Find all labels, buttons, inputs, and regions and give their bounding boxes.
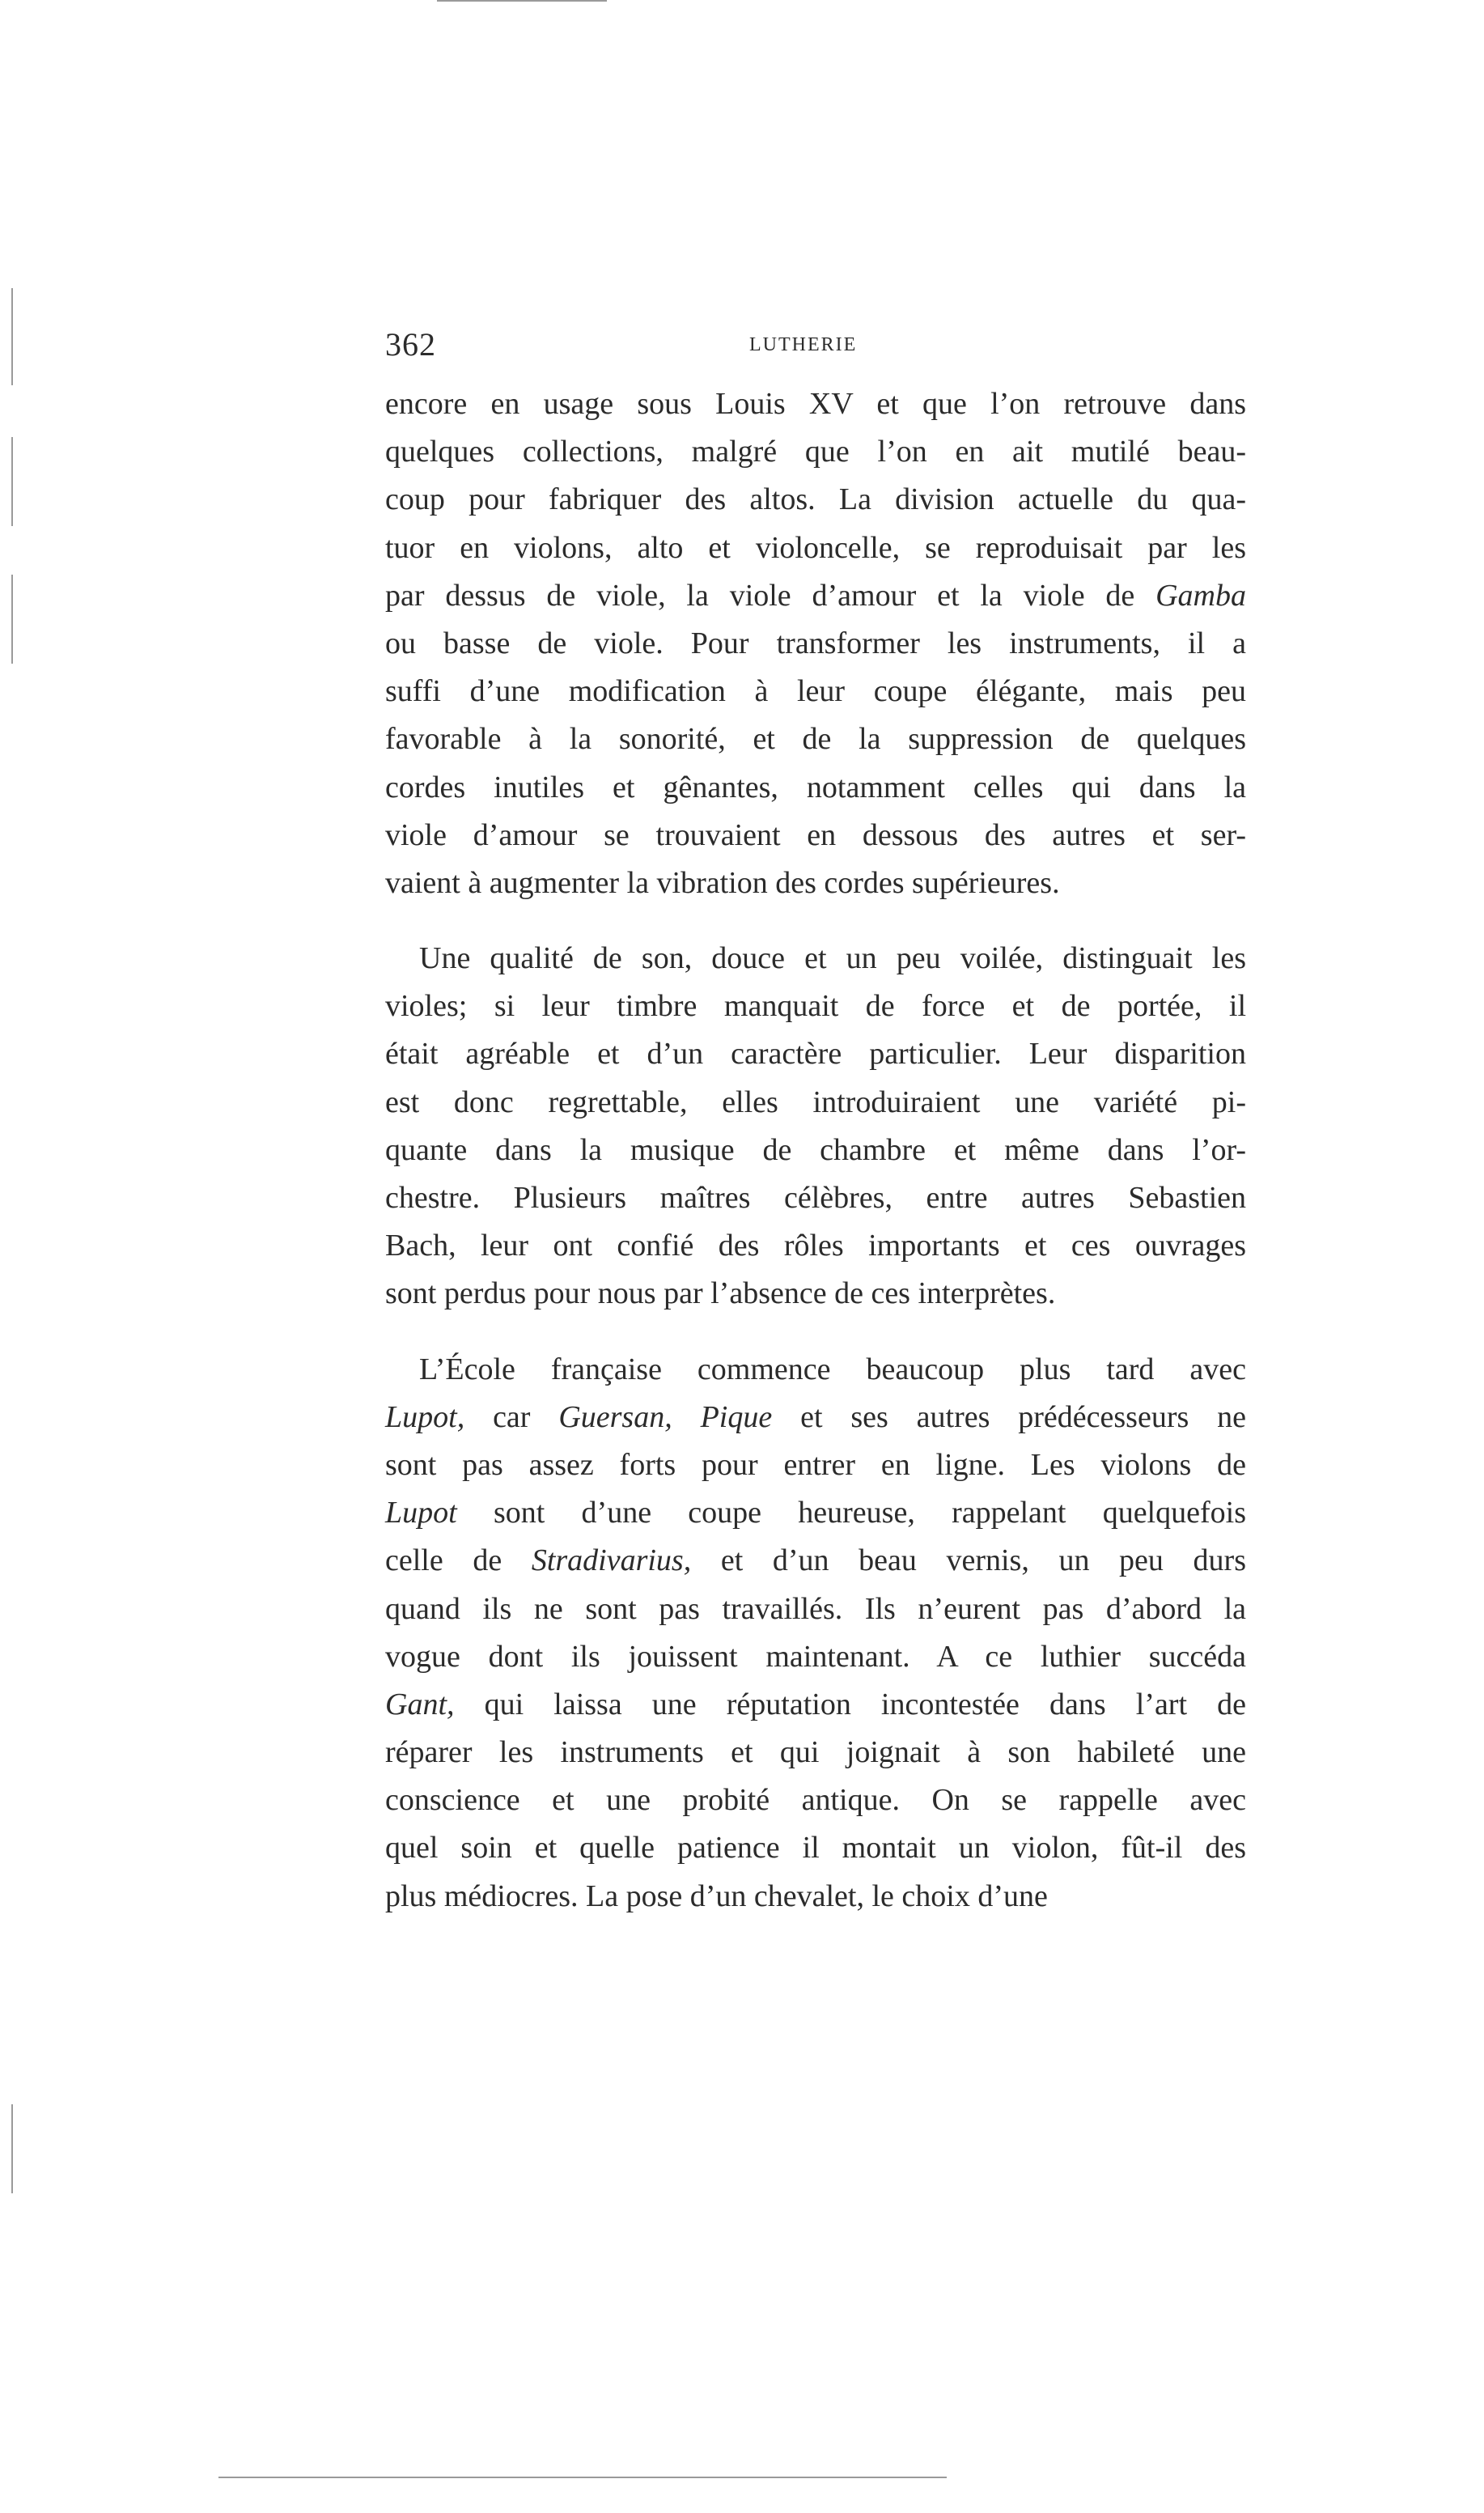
text-line (385, 1270, 1246, 1318)
page-number: 362 (385, 326, 436, 363)
text-run: conscience et une probité antique. On se rappelle avec (385, 1783, 1246, 1818)
text-run: sont d’une coupe heureuse, rappelant quelquefois (456, 1496, 1246, 1530)
text-line (385, 476, 1246, 524)
text-run: vaient à augmenter la vibration des cordes supérieures. (385, 865, 1060, 900)
scan-artifact (218, 2477, 947, 2478)
text-line (385, 1681, 1246, 1729)
text-run: Bach, leur ont confié des rôles importants et ces ouvrages (385, 1229, 1246, 1263)
text-line (385, 935, 1246, 983)
text-line (385, 1489, 1246, 1537)
text-line (385, 1030, 1246, 1078)
text-run: et ses autres prédécesseurs ne (772, 1399, 1247, 1434)
text-run: quand ils ne sont pas travaillés. Ils n’eurent pas d’abord la (385, 1591, 1246, 1626)
italic-name: Gamba (1155, 578, 1246, 613)
scan-artifact (11, 288, 13, 385)
text-line (385, 620, 1246, 668)
text-run: Une qualité de son, douce et un peu voilée, distinguait les (419, 941, 1246, 976)
text-run: chestre. Plusieurs maîtres célèbres, entre autres Sebastien (385, 1181, 1246, 1215)
text-run: celle de (385, 1543, 532, 1578)
text-line (385, 1777, 1246, 1824)
text-line (385, 1079, 1246, 1127)
scan-artifact (11, 2104, 13, 2193)
text-run: car (464, 1399, 559, 1434)
text-line (385, 572, 1246, 620)
italic-name: Stradivarius, (531, 1543, 692, 1578)
text-run: ou basse de viole. Pour transformer les instruments, il a (385, 626, 1246, 660)
text-line (385, 1127, 1246, 1174)
text-line (385, 715, 1246, 763)
text-line (385, 1222, 1246, 1270)
text-line (385, 860, 1246, 907)
text-run: quante dans la musique de chambre et même dans l’or- (385, 1132, 1246, 1167)
paragraph (385, 1346, 1246, 1921)
text-line (385, 1346, 1246, 1394)
text-line (385, 1394, 1246, 1441)
body-text (385, 380, 1246, 1921)
text-line (385, 1873, 1246, 1921)
text-run: réparer les instruments et qui joignait à son habileté une (385, 1735, 1246, 1770)
italic-name: Lupot (385, 1496, 457, 1530)
text-line (385, 380, 1246, 428)
scan-artifact (11, 575, 13, 664)
text-run: cordes inutiles et gênantes, notamment celles qui dans la (385, 770, 1246, 804)
text-line (385, 1824, 1246, 1872)
text-line (385, 1537, 1246, 1585)
text-run: suffi d’une modification à leur coupe élégante, mais peu (385, 674, 1246, 709)
italic-name: Guersan, Pique (558, 1399, 773, 1434)
text-run: sont perdus pour nous par l’absence de ces interprètes. (385, 1276, 1056, 1311)
italic-name: Lupot, (385, 1399, 465, 1434)
paragraph-gap (385, 1318, 1246, 1346)
text-line (385, 1729, 1246, 1777)
text-run: était agréable et d’un caractère particulier. Leur disparition (385, 1037, 1246, 1072)
text-line (385, 764, 1246, 812)
text-run: violes; si leur timbre manquait de force et de portée, il (385, 989, 1246, 1024)
text-run: L’École française commence beaucoup plus tard avec (419, 1352, 1246, 1386)
text-run: coup pour fabriquer des altos. La division actuelle du qua- (385, 482, 1246, 517)
text-line (385, 1633, 1246, 1681)
paragraph (385, 380, 1246, 907)
paragraph-gap (385, 907, 1246, 935)
text-run: quelques collections, malgré que l’on en ait mutilé beau- (385, 435, 1246, 469)
text-run: quel soin et quelle patience il montait un violon, fût-il des (385, 1831, 1246, 1866)
text-run: tuor en violons, alto et violoncelle, se reproduisait par les (385, 530, 1246, 565)
text-line (385, 1585, 1246, 1633)
text-run: vogue dont ils jouissent maintenant. A ce luthier succéda (385, 1639, 1246, 1674)
text-line (385, 1174, 1246, 1222)
text-run: par dessus de viole, la viole d’amour et la viole de (385, 578, 1156, 613)
scan-artifact (11, 437, 13, 526)
text-line (385, 524, 1246, 572)
text-run: encore en usage sous Louis XV et que l’on retrouve dans (385, 387, 1246, 421)
text-run: et d’un beau vernis, un peu durs (691, 1543, 1246, 1578)
page-header (385, 322, 1246, 367)
text-line (385, 668, 1246, 715)
paragraph (385, 935, 1246, 1318)
text-line (385, 428, 1246, 476)
text-run: sont pas assez forts pour entrer en ligne. Les violons de (385, 1447, 1246, 1482)
text-run: favorable à la sonorité, et de la suppression de quelques (385, 722, 1246, 757)
text-run: viole d’amour se trouvaient en dessous des autres et ser- (385, 817, 1246, 852)
italic-name: Gant, (385, 1687, 455, 1721)
text-line (385, 983, 1246, 1030)
running-head: LUTHERIE (749, 334, 858, 355)
text-line (385, 812, 1246, 860)
scan-artifact (437, 0, 607, 2)
text-line (385, 1441, 1246, 1489)
text-run: plus médiocres. La pose d’un chevalet, le choix d’une (385, 1878, 1048, 1913)
text-run: qui laissa une réputation incontestée dans l’art de (454, 1687, 1246, 1721)
text-run: est donc regrettable, elles introduiraient une variété pi- (385, 1085, 1246, 1119)
